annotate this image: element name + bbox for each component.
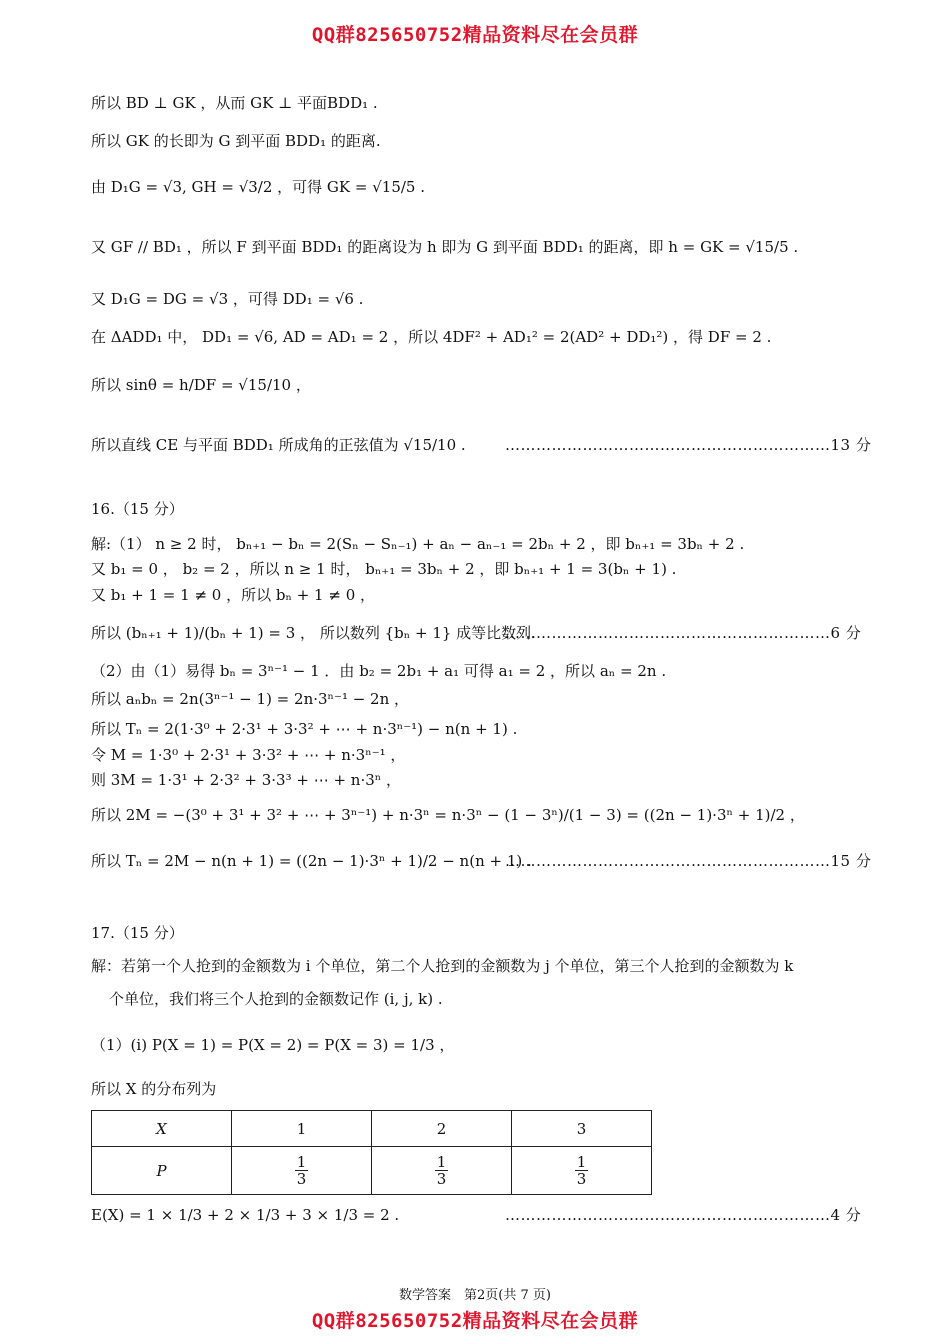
table-cell-x2: 2 — [372, 1111, 512, 1147]
q16-line-7: 所以 Tₙ = 2(1·3⁰ + 2·3¹ + 3·3² + ⋯ + n·3ⁿ⁻¹) − n(n + 1) . — [91, 720, 518, 738]
q16-score-2: ………………………………………………………15 分 — [505, 852, 872, 870]
q17-prob-line: （1）(ⅰ) P(X = 1) = P(X = 2) = P(X = 3) = 1/3 ， — [91, 1036, 455, 1054]
q15-line-6: 在 ΔADD₁ 中， DD₁ = √6, AD = AD₁ = 2 ，所以 4DF² + AD₁² = 2(AD² + DD₁²) ，得 DF = 2 . — [91, 328, 772, 346]
q16-line-3: 又 b₁ + 1 = 1 ≠ 0 ，所以 bₙ + 1 ≠ 0 ， — [91, 586, 376, 604]
q15-line-5: 又 D₁G = DG = √3 ，可得 DD₁ = √6 . — [91, 290, 364, 308]
q16-line-5: （2）由（1）易得 bₙ = 3ⁿ⁻¹ − 1 ．由 b₂ = 2b₁ + a₁ 可得 a₁ = 2 ，所以 aₙ = 2n . — [91, 662, 667, 680]
q16-line-9: 则 3M = 1·3¹ + 2·3² + 3·3³ + ⋯ + n·3ⁿ ， — [91, 771, 402, 789]
table-cell-p2: $\frac{1}{3}$ — [372, 1147, 512, 1195]
page-footer: 数学答案 第2页(共 7 页) — [399, 1288, 551, 1303]
table-cell-x1: 1 — [232, 1111, 372, 1147]
q15-line-8: 所以直线 CE 与平面 BDD₁ 所成角的正弦值为 √15/10 . — [91, 436, 466, 454]
q15-line-1: 所以 BD ⊥ GK ，从而 GK ⊥ 平面BDD₁ . — [91, 94, 378, 112]
watermark-bottom: QQ群825650752精品资料尽在会员群 — [311, 1310, 639, 1332]
q17-expectation: E(X) = 1 × 1/3 + 2 × 1/3 + 3 × 1/3 = 2 . — [91, 1206, 400, 1224]
q16-line-6: 所以 aₙbₙ = 2n(3ⁿ⁻¹ − 1) = 2n·3ⁿ⁻¹ − 2n ， — [91, 690, 410, 708]
q17-intro-2: 个单位，我们将三个人抢到的金额数记作 (i, j, k) . — [109, 990, 443, 1008]
table-cell-p1: $\frac{1}{3}$ — [232, 1147, 372, 1195]
q16-line-1: 解:（1） n ≥ 2 时， bₙ₊₁ − bₙ = 2(Sₙ − Sₙ₋₁) + aₙ − aₙ₋₁ = 2bₙ + 2 ，即 bₙ₊₁ = 3bₙ + 2 . — [91, 535, 745, 553]
q16-line-10: 所以 2M = −(3⁰ + 3¹ + 3² + ⋯ + 3ⁿ⁻¹) + n·3ⁿ = n·3ⁿ − (1 − 3ⁿ)/(1 − 3) = ((2n − 1)·3ⁿ + 1)/2 ， — [91, 806, 805, 824]
q17-intro-1: 解：若第一个人抢到的金额数为 i 个单位，第二个人抢到的金额数为 j 个单位，第三个人抢到的金额数为 k — [91, 957, 794, 975]
q16-line-8: 令 M = 1·3⁰ + 2·3¹ + 3·3² + ⋯ + n·3ⁿ⁻¹ ， — [91, 746, 406, 764]
q15-line-2: 所以 GK 的长即为 G 到平面 BDD₁ 的距离. — [91, 132, 381, 150]
q16-score-1: ………………………………………………………6 分 — [505, 624, 862, 642]
table-row — [92, 1111, 652, 1147]
q16-line-11: 所以 Tₙ = 2M − n(n + 1) = ((2n − 1)·3ⁿ + 1)/2 − n(n + 1) . — [91, 852, 532, 870]
q15-line-3: 由 D₁G = √3, GH = √3/2 ，可得 GK = √15/5 . — [91, 178, 426, 196]
q16-line-4: 所以 (bₙ₊₁ + 1)/(bₙ + 1) = 3 ， 所以数列 {bₙ + 1} 成等比数列. — [91, 624, 536, 642]
distribution-table — [91, 1110, 652, 1195]
table-cell-x3: 3 — [512, 1111, 652, 1147]
watermark-top: QQ群825650752精品资料尽在会员群 — [311, 24, 639, 46]
q17-dist-title: 所以 X 的分布列为 — [91, 1080, 217, 1098]
table-cell-p-label: P — [92, 1147, 232, 1195]
q17-score: ………………………………………………………4 分 — [505, 1206, 862, 1224]
q16-line-2: 又 b₁ = 0 ， b₂ = 2 ，所以 n ≥ 1 时， bₙ₊₁ = 3bₙ + 2 ，即 bₙ₊₁ + 1 = 3(bₙ + 1) . — [91, 560, 677, 578]
q15-line-7: 所以 sinθ = h/DF = √15/10 ， — [91, 376, 311, 394]
table-cell-x-label: X — [92, 1111, 232, 1147]
q16-header: 16.（15 分） — [91, 500, 184, 518]
table-cell-p3: $\frac{1}{3}$ — [512, 1147, 652, 1195]
table-row — [92, 1147, 652, 1195]
q15-line-4: 又 GF // BD₁ ，所以 F 到平面 BDD₁ 的距离设为 h 即为 G 到平面 BDD₁ 的距离，即 h = GK = √15/5 . — [91, 238, 799, 256]
q15-score: ………………………………………………………13 分 — [505, 436, 872, 454]
q17-header: 17.（15 分） — [91, 924, 184, 942]
